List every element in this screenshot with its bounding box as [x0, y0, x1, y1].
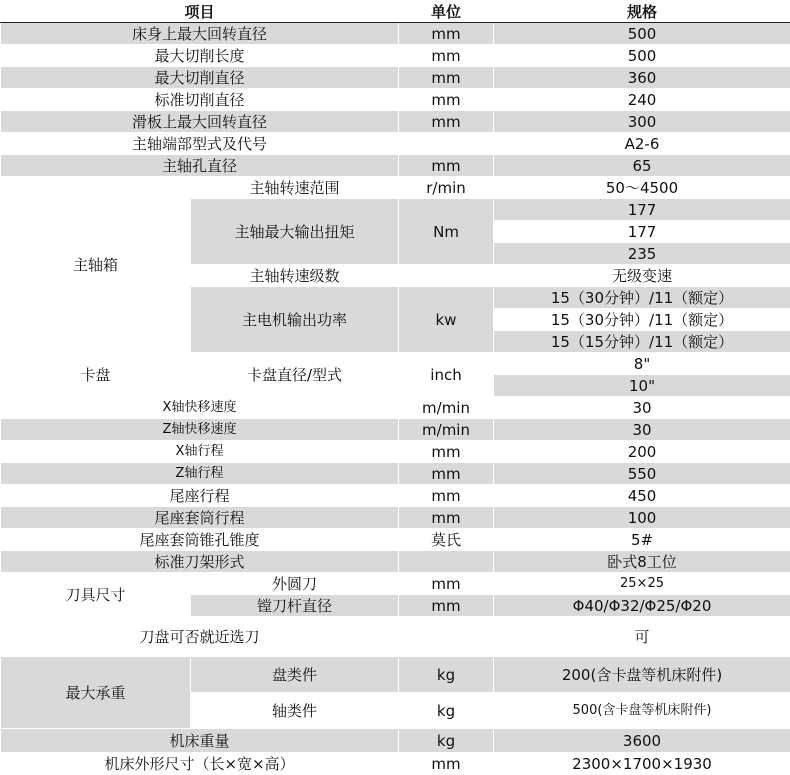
- row-unit: mm: [399, 485, 494, 507]
- row-label: 尾座套筒锥孔锥度: [1, 529, 399, 551]
- row-value: 5#: [494, 529, 790, 551]
- row-label: 尾座行程: [1, 485, 399, 507]
- table-row: [1, 397, 790, 419]
- row-unit: [399, 265, 494, 287]
- row-value: 100: [494, 507, 790, 529]
- row-value: 10": [494, 375, 790, 397]
- row-value: A2-6: [494, 133, 790, 155]
- row-unit: mm: [399, 23, 494, 45]
- table-row: [1, 463, 790, 485]
- row-unit: mm: [399, 463, 494, 485]
- row-value: 8": [494, 353, 790, 375]
- row-unit: m/min: [399, 419, 494, 441]
- row-label: 最大切削长度: [1, 45, 399, 67]
- row-unit: inch: [399, 353, 494, 397]
- table-row: [1, 23, 790, 45]
- header-row: [1, 1, 790, 23]
- row-value: 3600: [494, 729, 790, 753]
- row-label: 机床重量: [1, 729, 399, 753]
- table-row: [1, 507, 790, 529]
- row-value: 30: [494, 397, 790, 419]
- row-label: 镗刀杆直径: [191, 595, 399, 617]
- row-unit: mm: [399, 45, 494, 67]
- row-label: 机床外形尺寸（长×宽×高）: [1, 753, 399, 775]
- row-label: 轴类件: [191, 693, 399, 729]
- table-row: [1, 133, 790, 155]
- row-label: 主电机输出功率: [191, 287, 399, 353]
- table-row: [1, 753, 790, 775]
- row-value: 550: [494, 463, 790, 485]
- row-unit: [399, 617, 494, 657]
- table-row: [1, 657, 790, 693]
- row-value: 15（30分钟）/11（额定）: [494, 287, 790, 309]
- row-label: 床身上最大回转直径: [1, 23, 399, 45]
- row-value: 15（15分钟）/11（额定）: [494, 331, 790, 353]
- header-item: 项目: [1, 1, 399, 23]
- row-unit: mm: [399, 89, 494, 111]
- row-unit: kg: [399, 729, 494, 753]
- row-label: 外圆刀: [191, 573, 399, 595]
- row-value: 200: [494, 441, 790, 463]
- row-value: 235: [494, 243, 790, 265]
- row-unit: mm: [399, 67, 494, 89]
- row-label: 主轴转速范围: [191, 177, 399, 199]
- group-label-tool-size: 刀具尺寸: [1, 573, 191, 617]
- header-spec: 规格: [494, 1, 790, 23]
- row-value: 450: [494, 485, 790, 507]
- table-row: [1, 729, 790, 753]
- table-row: [1, 485, 790, 507]
- table-row: [1, 111, 790, 133]
- row-unit: mm: [399, 573, 494, 595]
- row-label: 标准切削直径: [1, 89, 399, 111]
- table-row: [1, 573, 790, 595]
- row-value: 240: [494, 89, 790, 111]
- row-label: 卡盘直径/型式: [191, 353, 399, 397]
- row-label: 主轴最大输出扭矩: [191, 199, 399, 265]
- row-value: 可: [494, 617, 790, 657]
- row-value: 50～4500: [494, 177, 790, 199]
- row-unit: Nm: [399, 199, 494, 265]
- row-value: 500: [494, 45, 790, 67]
- row-unit: mm: [399, 753, 494, 775]
- table-row: [1, 441, 790, 463]
- row-unit: mm: [399, 111, 494, 133]
- row-value: 卧式8工位: [494, 551, 790, 573]
- row-value: 360: [494, 67, 790, 89]
- row-label: 主轴转速级数: [191, 265, 399, 287]
- row-unit: kg: [399, 693, 494, 729]
- row-value: Φ40/Φ32/Φ25/Φ20: [494, 595, 790, 617]
- row-label: Z轴快移速度: [1, 419, 399, 441]
- group-label-max-load: 最大承重: [1, 657, 191, 729]
- table-row: [1, 89, 790, 111]
- table-row: [1, 617, 790, 657]
- row-value: 65: [494, 155, 790, 177]
- table-row: [1, 551, 790, 573]
- row-unit: mm: [399, 595, 494, 617]
- row-value: 30: [494, 419, 790, 441]
- row-unit: mm: [399, 155, 494, 177]
- header-unit: 单位: [399, 1, 494, 23]
- row-value: 2300×1700×1930: [494, 753, 790, 775]
- row-value: 177: [494, 221, 790, 243]
- row-value: 500(含卡盘等机床附件): [494, 693, 790, 729]
- row-unit: m/min: [399, 397, 494, 419]
- row-label: X轴行程: [1, 441, 399, 463]
- row-value: 177: [494, 199, 790, 221]
- row-unit: kw: [399, 287, 494, 353]
- row-value: 500: [494, 23, 790, 45]
- row-label: 主轴端部型式及代号: [1, 133, 399, 155]
- row-unit: [399, 133, 494, 155]
- row-unit: 莫氏: [399, 529, 494, 551]
- row-value: 25×25: [494, 573, 790, 595]
- row-unit: kg: [399, 657, 494, 693]
- row-label: 盘类件: [191, 657, 399, 693]
- row-value: 300: [494, 111, 790, 133]
- row-unit: [399, 551, 494, 573]
- row-label: Z轴行程: [1, 463, 399, 485]
- table-row: [1, 419, 790, 441]
- row-label: 刀盘可否就近选刀: [1, 617, 399, 657]
- table-row: [1, 45, 790, 67]
- row-label: X轴快移速度: [1, 397, 399, 419]
- row-value: 无级变速: [494, 265, 790, 287]
- row-label: 主轴孔直径: [1, 155, 399, 177]
- row-unit: mm: [399, 441, 494, 463]
- row-value: 15（30分钟）/11（额定）: [494, 309, 790, 331]
- row-unit: mm: [399, 507, 494, 529]
- row-unit: r/min: [399, 177, 494, 199]
- row-label: 最大切削直径: [1, 67, 399, 89]
- table-row: [1, 529, 790, 551]
- row-label: 标准刀架形式: [1, 551, 399, 573]
- table-row: [1, 177, 790, 199]
- table-row: [1, 155, 790, 177]
- group-label-chuck: 卡盘: [1, 353, 191, 397]
- row-label: 滑板上最大回转直径: [1, 111, 399, 133]
- row-value: 200(含卡盘等机床附件): [494, 657, 790, 693]
- group-label-spindle-box: 主轴箱: [1, 177, 191, 353]
- table-row: [1, 353, 790, 375]
- table-row: [1, 67, 790, 89]
- row-label: 尾座套筒行程: [1, 507, 399, 529]
